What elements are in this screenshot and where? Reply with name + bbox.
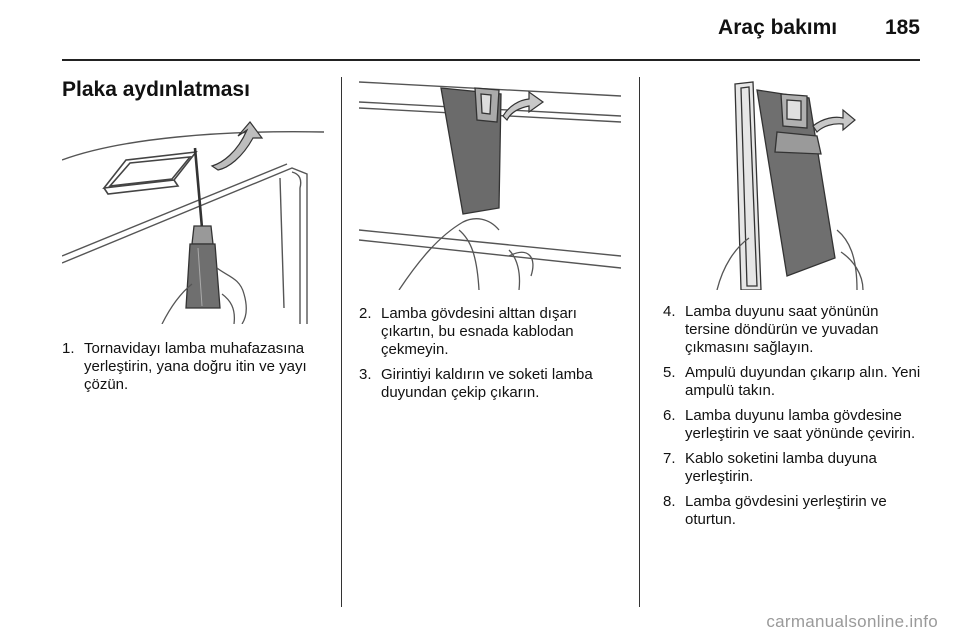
illustration-lamp-housing [359,80,621,290]
steps-column-3 [663,303,921,536]
step-number: 1. [62,340,75,357]
list-item [359,305,621,359]
step-number: 2. [359,305,372,322]
step-text: Lamba duyunu saat yönünün tersine döndürün ve yuvadan çıkmasını sağlayın. [685,303,879,356]
step-number: 3. [359,366,372,383]
column-divider [639,77,640,607]
step-text: Lamba gövdesini yerleştirin ve oturtun. [685,493,887,528]
step-text: Tornavidayı lamba muhafazasına yerleştirin, yana doğru itin ve yayı çözün. [84,340,307,393]
step-number: 4. [663,303,676,320]
section-title: Plaka aydınlatması [62,78,250,101]
list-item [663,303,921,357]
step-number: 7. [663,450,676,467]
page-number: 185 [884,16,920,39]
watermark: carmanualsonline.info [766,612,938,631]
header-rule [62,59,920,61]
step-text: Kablo soketini lamba duyuna yerleştirin. [685,450,877,485]
list-item [663,407,921,443]
steps-column-2 [359,305,621,409]
section-name: Araç bakımı [718,16,838,39]
step-text: Ampulü duyundan çıkarıp alın. Yeni ampulü takın. [685,364,921,399]
step-number: 6. [663,407,676,424]
list-item [663,450,921,486]
steps-column-1 [62,340,328,401]
step-text: Lamba gövdesini alttan dışarı çıkartın, bu esnada kablodan çekmeyin. [381,305,577,358]
step-text: Girintiyi kaldırın ve soketi lamba duyundan çekip çıkarın. [381,366,593,401]
list-item [663,364,921,400]
step-text: Lamba duyunu lamba gövdesine yerleştirin ve saat yönünde çevirin. [685,407,916,442]
page-header [718,16,920,40]
illustration-screwdriver [62,108,324,324]
illustration-bulb-socket [657,80,919,290]
list-item [359,366,621,402]
list-item [62,340,328,394]
step-number: 5. [663,364,676,381]
step-number: 8. [663,493,676,510]
column-divider [341,77,342,607]
list-item [663,493,921,529]
